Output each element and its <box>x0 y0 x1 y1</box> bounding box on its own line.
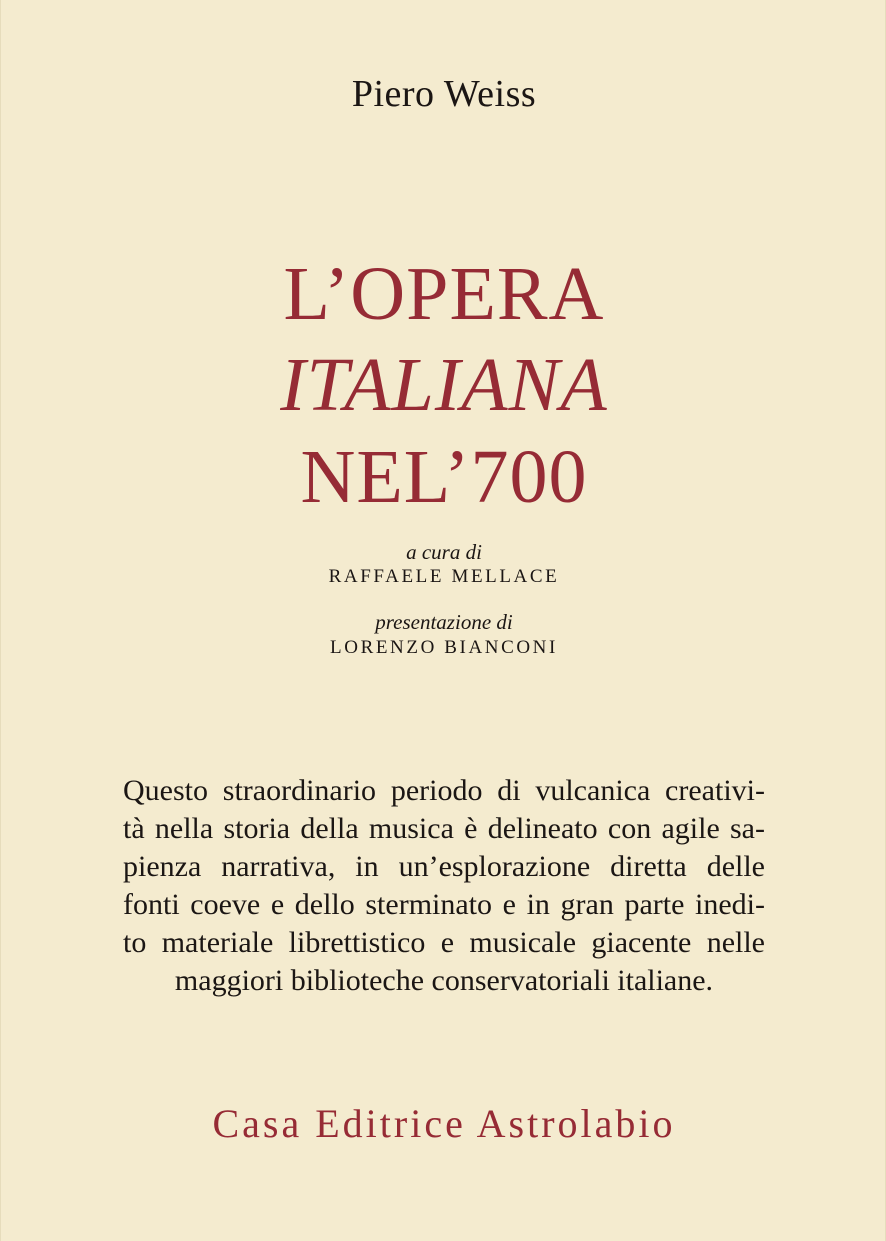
editor-label: a cura di <box>406 540 482 564</box>
blurb-line: tà nella storia della musica è delineato con agile sa- <box>123 812 765 845</box>
presenter-label: presentazione di <box>375 610 513 634</box>
presenter-name: LORENZO BIANCONI <box>330 637 558 658</box>
author-name: Piero Weiss <box>351 73 537 115</box>
blurb-line: to materiale librettistico e musicale giacente nelle <box>123 926 765 959</box>
blurb-line: pienza narrativa, in un’esplorazione diretta delle <box>123 850 765 883</box>
editor-name: RAFFAELE MELLACE <box>328 566 560 587</box>
blurb-paragraph <box>123 772 765 1000</box>
title-line-1: L’OPERA <box>283 252 605 336</box>
publisher-name: Casa Editrice Astrolabio <box>212 1101 676 1146</box>
blurb-line: maggiori biblioteche conservatoriali italiane. <box>174 964 714 997</box>
title-line-3: NEL’700 <box>300 435 588 519</box>
blurb-line: Questo straordinario periodo di vulcanica creativi- <box>123 774 765 807</box>
blurb-line: fonti coeve e dello sterminato e in gran parte inedi- <box>123 888 765 921</box>
title-line-2: ITALIANA <box>280 343 608 427</box>
